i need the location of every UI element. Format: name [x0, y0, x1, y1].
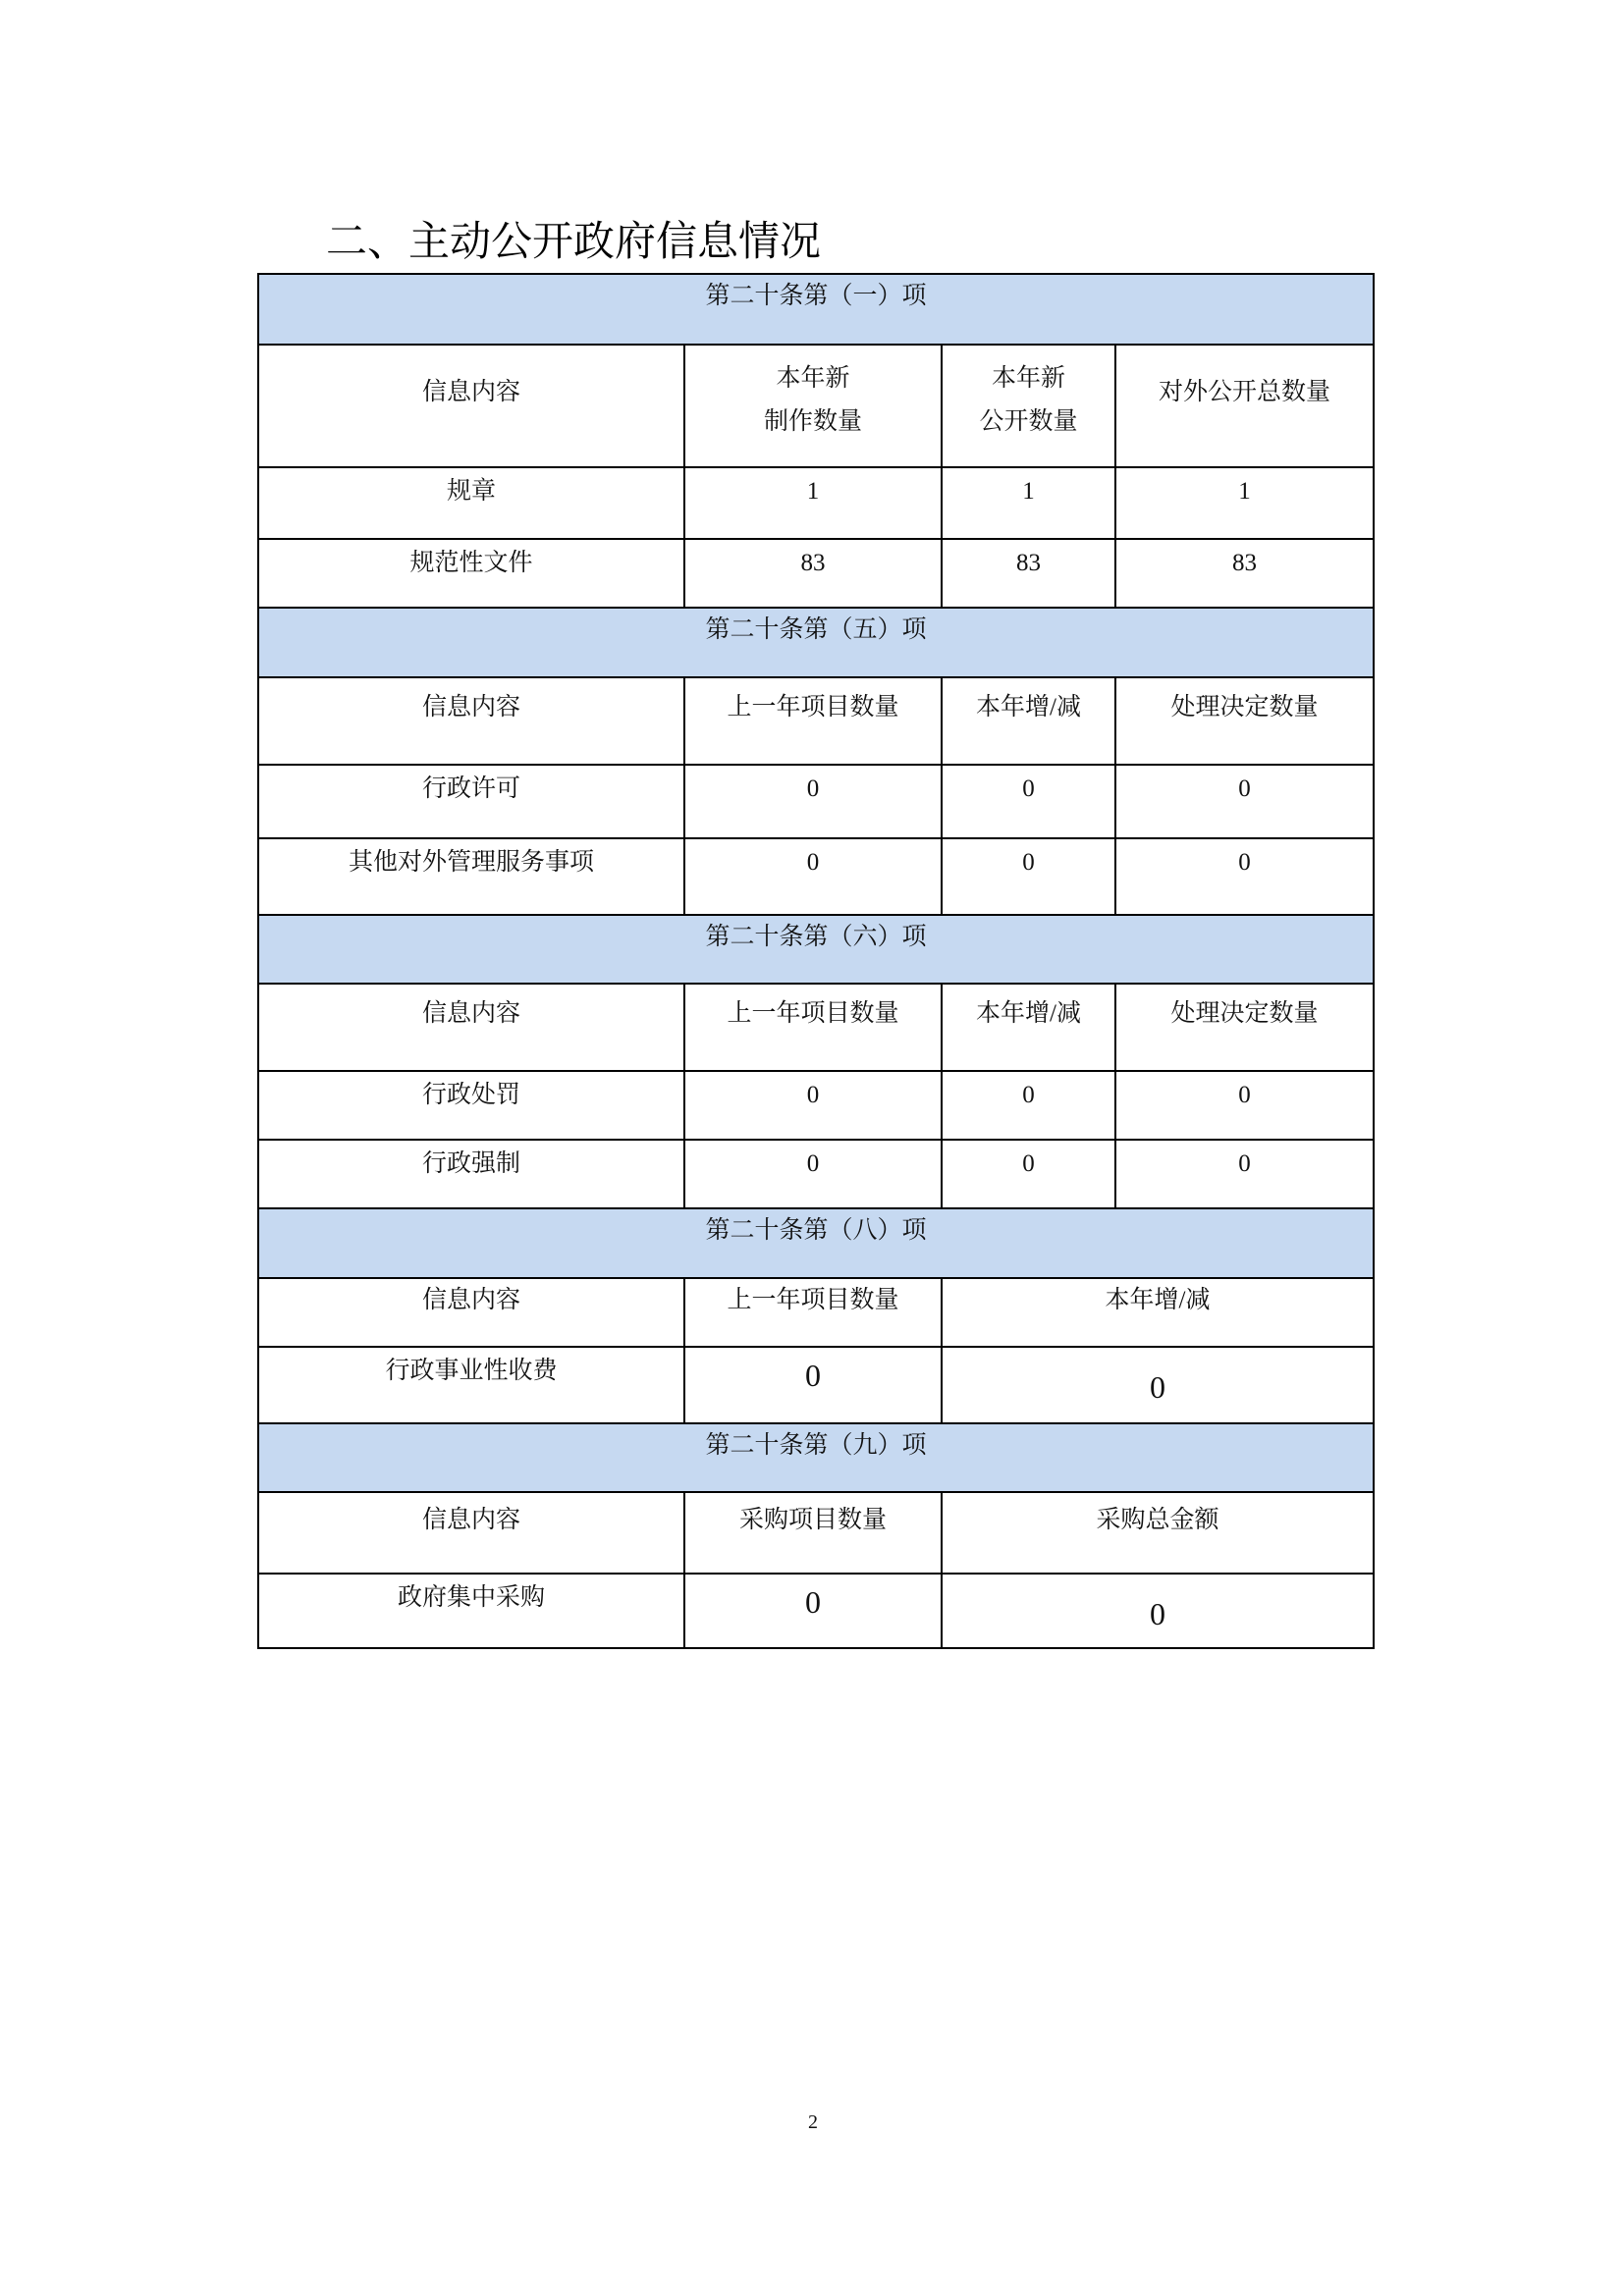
- column-header: 采购项目数量: [684, 1492, 942, 1574]
- row-label: 行政许可: [258, 765, 684, 838]
- cell-value: 0: [684, 1347, 942, 1423]
- cell-value: 83: [942, 539, 1115, 608]
- page-title: 二、主动公开政府信息情况: [326, 217, 822, 265]
- column-header: 本年增/减: [942, 677, 1115, 765]
- section-heading: 第二十条第（一）项: [258, 274, 1374, 345]
- government-info-table: [257, 273, 1375, 1649]
- section-heading: 第二十条第（六）项: [258, 915, 1374, 984]
- cell-value: 0: [1115, 838, 1374, 915]
- cell-value: 0: [942, 1347, 1374, 1423]
- cell-value: 0: [684, 765, 942, 838]
- column-header: 信息内容: [258, 1492, 684, 1574]
- column-header-row: [258, 1492, 1374, 1574]
- column-header: 上一年项目数量: [684, 984, 942, 1071]
- table-row: [258, 539, 1374, 608]
- column-header: 对外公开总数量: [1115, 345, 1374, 467]
- table-row: [258, 1140, 1374, 1208]
- table-row: [258, 1071, 1374, 1140]
- column-header: 信息内容: [258, 984, 684, 1071]
- column-header: 信息内容: [258, 345, 684, 467]
- cell-value: 0: [684, 1140, 942, 1208]
- column-header: 上一年项目数量: [684, 677, 942, 765]
- table-row: [258, 467, 1374, 539]
- row-label: 行政事业性收费: [258, 1347, 684, 1423]
- column-header: 本年新 公开数量: [942, 345, 1115, 467]
- table-row: [258, 1574, 1374, 1648]
- section-heading-row: [258, 608, 1374, 677]
- column-header: 上一年项目数量: [684, 1278, 942, 1347]
- cell-value: 0: [684, 1574, 942, 1648]
- column-header: 本年新 制作数量: [684, 345, 942, 467]
- section-heading-row: [258, 1208, 1374, 1278]
- table-row: [258, 838, 1374, 915]
- cell-value: 1: [1115, 467, 1374, 539]
- cell-value: 0: [1115, 1071, 1374, 1140]
- column-header: 处理决定数量: [1115, 984, 1374, 1071]
- cell-value: 83: [1115, 539, 1374, 608]
- section-heading: 第二十条第（九）项: [258, 1423, 1374, 1492]
- column-header: 采购总金额: [942, 1492, 1374, 1574]
- row-label: 其他对外管理服务事项: [258, 838, 684, 915]
- cell-value: 0: [1115, 765, 1374, 838]
- column-header: 信息内容: [258, 1278, 684, 1347]
- section-heading-row: [258, 915, 1374, 984]
- row-label: 行政处罚: [258, 1071, 684, 1140]
- row-label: 行政强制: [258, 1140, 684, 1208]
- cell-value: 0: [684, 1071, 942, 1140]
- cell-value: 0: [684, 838, 942, 915]
- column-header: 本年增/减: [942, 1278, 1374, 1347]
- row-label: 政府集中采购: [258, 1574, 684, 1648]
- cell-value: 83: [684, 539, 942, 608]
- cell-value: 1: [942, 467, 1115, 539]
- row-label: 规范性文件: [258, 539, 684, 608]
- cell-value: 0: [942, 1140, 1115, 1208]
- column-header-row: [258, 1278, 1374, 1347]
- cell-value: 0: [942, 838, 1115, 915]
- cell-value: 1: [684, 467, 942, 539]
- section-heading: 第二十条第（八）项: [258, 1208, 1374, 1278]
- section-heading-row: [258, 1423, 1374, 1492]
- page-number: 2: [808, 2111, 818, 2133]
- column-header: 信息内容: [258, 677, 684, 765]
- cell-value: 0: [942, 1574, 1374, 1648]
- row-label: 规章: [258, 467, 684, 539]
- cell-value: 0: [942, 1071, 1115, 1140]
- cell-value: 0: [942, 765, 1115, 838]
- column-header-row: [258, 345, 1374, 467]
- table-row: [258, 1347, 1374, 1423]
- column-header-row: [258, 984, 1374, 1071]
- table-row: [258, 765, 1374, 838]
- section-heading-row: [258, 274, 1374, 345]
- column-header-row: [258, 677, 1374, 765]
- column-header: 处理决定数量: [1115, 677, 1374, 765]
- column-header: 本年增/减: [942, 984, 1115, 1071]
- cell-value: 0: [1115, 1140, 1374, 1208]
- section-heading: 第二十条第（五）项: [258, 608, 1374, 677]
